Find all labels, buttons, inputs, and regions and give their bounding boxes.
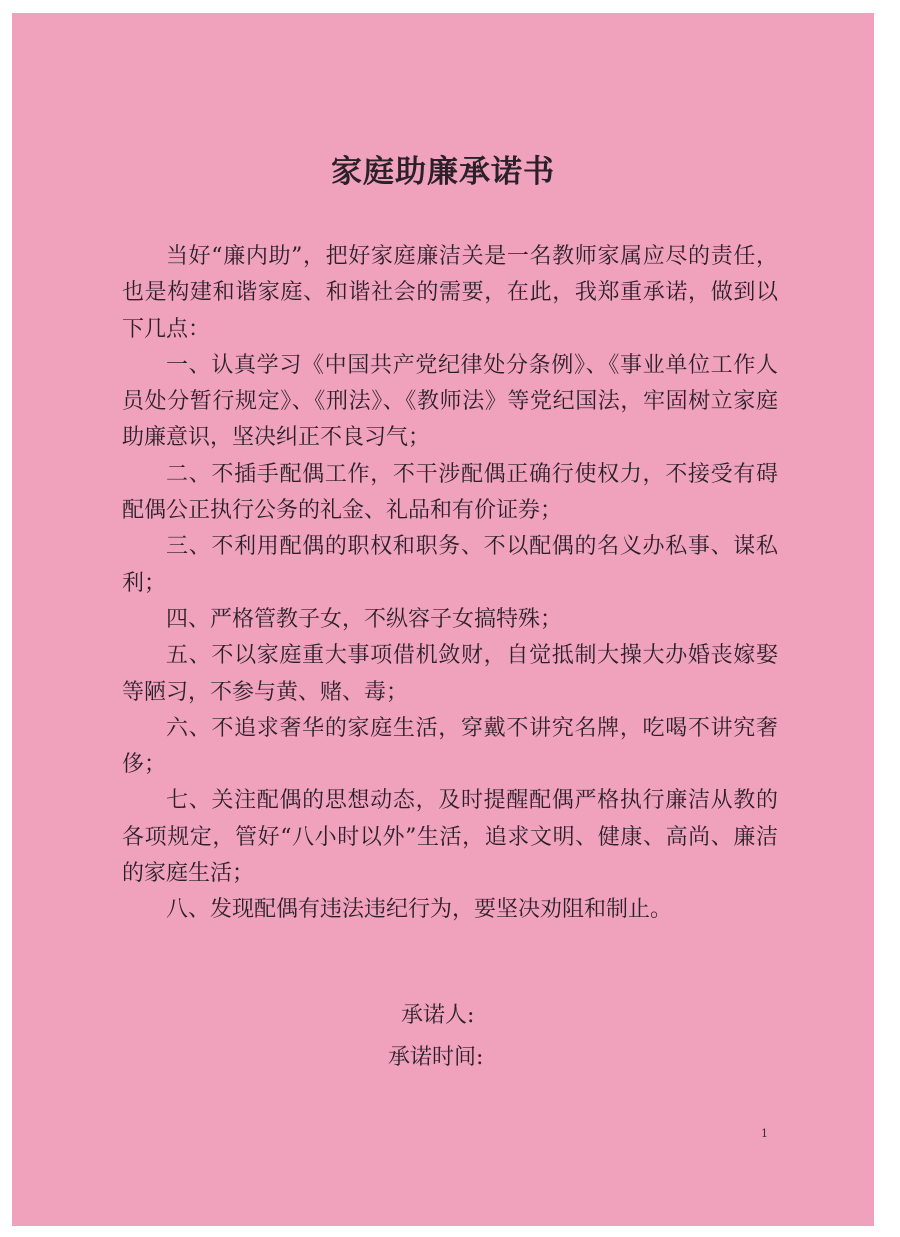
commitment-item-1: 一、认真学习《中国共产党纪律处分条例》、《事业单位工作人员处分暂行规定》、《刑法》、《教师法》等党纪国法，牢固树立家庭助廉意识，坚决纠正不良习气；: [122, 352, 778, 451]
document-title: 家庭助廉承诺书: [331, 154, 555, 190]
commitment-item-4: 四、严格管教子女，不纵容子女搞特殊；: [166, 606, 563, 632]
intro-paragraph: 当好“廉内助”，把好家庭廉洁关是一名教师家属应尽的责任，也是构建和谐家庭、和谐社会的需要，在此，我郑重承诺，做到以下几点：: [122, 244, 778, 342]
promisor-label: 承诺人:: [401, 1003, 475, 1028]
commitment-item-2: 二、不插手配偶工作，不干涉配偶正确行使权力，不接受有碍配偶公正执行公务的礼金、礼品和有价证券；: [122, 461, 778, 524]
document-page: [12, 13, 874, 1226]
document-body: [122, 239, 778, 929]
commitment-item-8: 八、发现配偶有违法违纪行为，要坚决劝阻和制止。: [166, 897, 673, 923]
page-number: 1: [761, 1127, 768, 1140]
promise-date-label: 承诺时间:: [388, 1045, 484, 1070]
commitment-item-5: 五、不以家庭重大事项借机敛财，自觉抵制大操大办婚丧嫁娶等陋习，不参与黄、赌、毒；: [122, 643, 778, 705]
commitment-item-7: 七、关注配偶的思想动态，及时提醒配偶严格执行廉洁从教的各项规定，管好“八小时以外”生活，追求文明、健康、高尚、廉洁的家庭生活；: [122, 788, 778, 887]
commitment-item-3: 三、不利用配偶的职权和职务、不以配偶的名义办私事、谋私利；: [122, 534, 778, 596]
commitment-item-6: 六、不追求奢华的家庭生活，穿戴不讲究名牌，吃喝不讲究奢侈；: [122, 715, 778, 778]
